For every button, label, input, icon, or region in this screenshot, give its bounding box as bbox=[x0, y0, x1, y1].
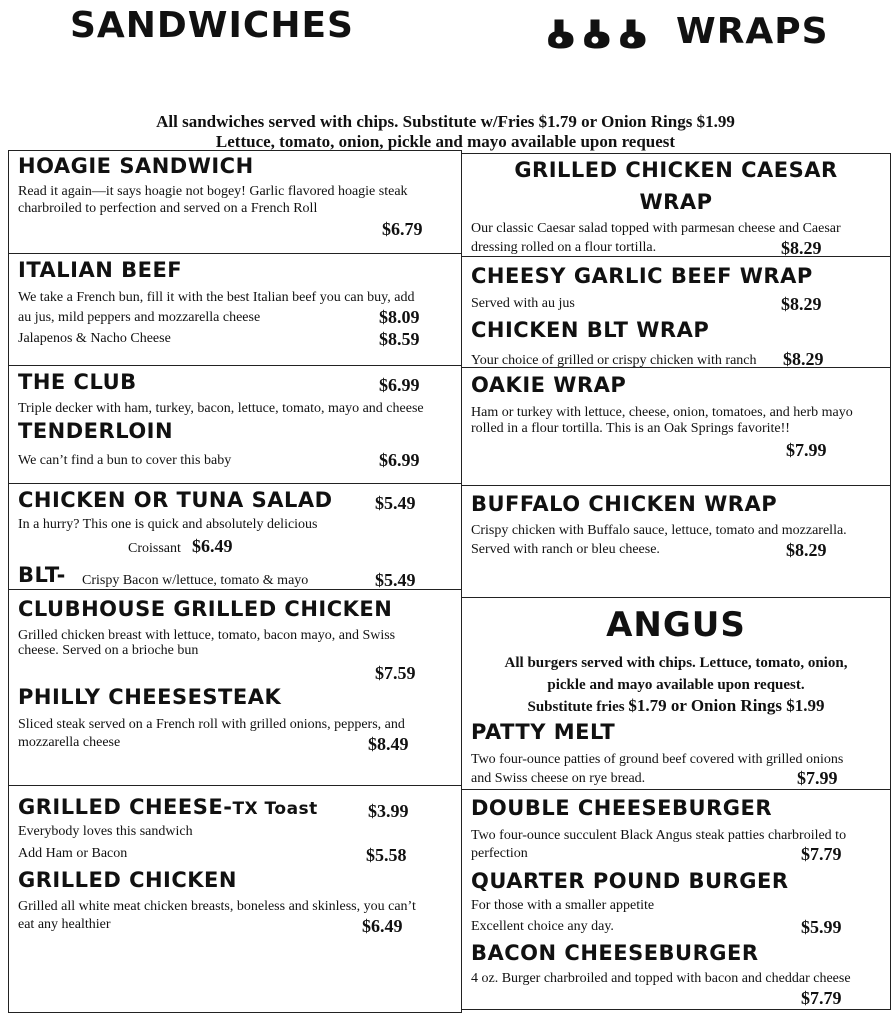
double-cheeseburger-title: DOUBLE CHEESEBURGER bbox=[471, 796, 773, 820]
clubhouse-price: $7.59 bbox=[375, 663, 416, 683]
philly-desc-2: mozzarella cheese bbox=[18, 735, 121, 750]
wrap-logo-icon bbox=[549, 20, 573, 48]
patty-melt-price: $7.99 bbox=[797, 768, 838, 788]
grilled-chicken-desc-1: Grilled all white meat chicken breasts, boneless and skinless, you can’t bbox=[18, 899, 416, 914]
cheesy-garlic-desc: Served with au jus bbox=[471, 296, 575, 311]
hoagie-price: $6.79 bbox=[382, 219, 423, 239]
grilled-cheese-suffix: TX Toast bbox=[232, 799, 318, 819]
caesar-wrap-desc-1: Our classic Caesar salad topped with parmesan cheese and Caesar bbox=[471, 221, 841, 236]
angus-note-3b: $1.79 or Onion Rings $1.99 bbox=[628, 696, 825, 715]
quarter-pound-price: $5.99 bbox=[801, 917, 842, 937]
buffalo-wrap-desc-1: Crispy chicken with Buffalo sauce, lettuce, tomato and mozzarella. bbox=[471, 523, 847, 538]
sandwich-note-2: Lettuce, tomato, onion, pickle and mayo available upon request bbox=[215, 132, 676, 151]
the-club-price: $6.99 bbox=[379, 375, 420, 395]
the-club-title: THE CLUB bbox=[18, 370, 137, 394]
clubhouse-desc-1: Grilled chicken breast with lettuce, tomato, bacon mayo, and Swiss bbox=[18, 628, 396, 643]
angus-header: ANGUS bbox=[606, 605, 746, 645]
bacon-cheeseburger-price: $7.79 bbox=[801, 988, 842, 1008]
sandwiches-header: SANDWICHES bbox=[70, 5, 354, 46]
bacon-cheeseburger-title: BACON CHEESEBURGER bbox=[471, 941, 759, 965]
patty-melt-desc-1: Two four-ounce patties of ground beef covered with grilled onions bbox=[471, 752, 844, 767]
double-cheeseburger-price: $7.79 bbox=[801, 844, 842, 864]
italian-beef-price: $8.09 bbox=[379, 307, 420, 327]
caesar-wrap-price: $8.29 bbox=[781, 238, 822, 258]
wrap-logo-icon bbox=[585, 20, 609, 48]
italian-beef-extra: Jalapenos & Nacho Cheese bbox=[18, 331, 171, 346]
clubhouse-title: CLUBHOUSE GRILLED CHICKEN bbox=[18, 597, 393, 621]
italian-beef-desc-1: We take a French bun, fill it with the best Italian beef you can buy, add bbox=[18, 290, 415, 305]
tenderloin-desc: We can’t find a bun to cover this baby bbox=[18, 453, 232, 468]
grilled-cheese-price: $3.99 bbox=[368, 801, 409, 821]
wraps-header: WRAPS bbox=[676, 11, 829, 52]
buffalo-wrap-price: $8.29 bbox=[786, 540, 827, 560]
chicken-tuna-salad-price: $5.49 bbox=[375, 493, 416, 513]
quarter-pound-title: QUARTER POUND BURGER bbox=[471, 869, 789, 893]
chicken-blt-wrap-desc: Your choice of grilled or crispy chicken with ranch bbox=[471, 353, 757, 368]
philly-desc-1: Sliced steak served on a French roll with grilled onions, peppers, and bbox=[18, 717, 405, 732]
patty-melt-title: PATTY MELT bbox=[471, 720, 616, 744]
hoagie-desc-2: charbroiled to perfection and served on a French Roll bbox=[18, 201, 318, 216]
grilled-chicken-price: $6.49 bbox=[362, 916, 403, 936]
cheesy-garlic-title: CHEESY GARLIC BEEF WRAP bbox=[471, 264, 813, 288]
grilled-cheese-extra: Add Ham or Bacon bbox=[18, 846, 128, 861]
oakie-wrap-desc-2: rolled in a flour tortilla. This is an Oak Springs favorite!! bbox=[471, 421, 790, 436]
clubhouse-desc-2: cheese. Served on a brioche bun bbox=[18, 643, 199, 658]
oakie-wrap-title: OAKIE WRAP bbox=[471, 373, 627, 397]
grilled-cheese-extra-price: $5.58 bbox=[366, 845, 407, 865]
caesar-wrap-title-1: GRILLED CHICKEN CAESAR bbox=[514, 158, 838, 182]
buffalo-wrap-title: BUFFALO CHICKEN WRAP bbox=[471, 492, 778, 516]
philly-price: $8.49 bbox=[368, 734, 409, 754]
grilled-cheese-name: GRILLED CHEESE- bbox=[18, 795, 233, 819]
caesar-wrap-desc-2: dressing rolled on a flour tortilla. bbox=[471, 240, 657, 255]
italian-beef-extra-price: $8.59 bbox=[379, 329, 420, 349]
grilled-cheese-desc: Everybody loves this sandwich bbox=[18, 824, 193, 839]
chicken-blt-wrap-price: $8.29 bbox=[783, 349, 824, 369]
angus-note-2: pickle and mayo available upon request. bbox=[547, 677, 805, 693]
chicken-blt-wrap-title: CHICKEN BLT WRAP bbox=[471, 318, 710, 342]
tenderloin-price: $6.99 bbox=[379, 450, 420, 470]
wrap-icons bbox=[545, 14, 675, 55]
angus-note-1: All burgers served with chips. Lettuce, tomato, onion, bbox=[504, 655, 848, 671]
hoagie-title: HOAGIE SANDWICH bbox=[18, 154, 254, 178]
oakie-wrap-price: $7.99 bbox=[786, 440, 827, 460]
caesar-wrap-title-2: WRAP bbox=[639, 190, 713, 214]
quarter-pound-desc-1: For those with a smaller appetite bbox=[471, 898, 655, 913]
wrap-logo-icon bbox=[621, 20, 645, 48]
grilled-chicken-title: GRILLED CHICKEN bbox=[18, 868, 237, 892]
chicken-tuna-salad-title: CHICKEN OR TUNA SALAD bbox=[18, 488, 333, 512]
blt-desc: Crispy Bacon w/lettuce, tomato & mayo bbox=[82, 573, 309, 588]
philly-title: PHILLY CHEESESTEAK bbox=[18, 685, 282, 709]
cheesy-garlic-price: $8.29 bbox=[781, 294, 822, 314]
blt-title: BLT- bbox=[18, 563, 66, 587]
hoagie-desc-1: Read it again—it says hoagie not bogey! Garlic flavored hoagie steak bbox=[18, 184, 408, 199]
grilled-chicken-desc-2: eat any healthier bbox=[18, 917, 111, 932]
double-cheeseburger-desc-1: Two four-ounce succulent Black Angus steak patties charbroiled to bbox=[471, 828, 847, 843]
double-cheeseburger-desc-2: perfection bbox=[471, 846, 528, 861]
bacon-cheeseburger-desc: 4 oz. Burger charbroiled and topped with bacon and cheddar cheese bbox=[471, 971, 851, 986]
blt-price: $5.49 bbox=[375, 570, 416, 590]
buffalo-wrap-desc-2: Served with ranch or bleu cheese. bbox=[471, 542, 660, 557]
quarter-pound-desc-2: Excellent choice any day. bbox=[471, 919, 614, 934]
angus-note-3a: Substitute fries bbox=[527, 699, 625, 715]
chicken-tuna-salad-desc: In a hurry? This one is quick and absolutely delicious bbox=[18, 517, 318, 532]
italian-beef-desc-2: au jus, mild peppers and mozzarella cheese bbox=[18, 310, 261, 325]
the-club-desc: Triple decker with ham, turkey, bacon, lettuce, tomato, mayo and cheese bbox=[18, 401, 424, 416]
sandwich-note-1: All sandwiches served with chips. Substitute w/Fries $1.79 or Onion Rings $1.99 bbox=[156, 112, 735, 131]
oakie-wrap-desc-1: Ham or turkey with lettuce, cheese, onion, tomatoes, and herb mayo bbox=[471, 405, 853, 420]
italian-beef-title: ITALIAN BEEF bbox=[18, 258, 183, 282]
croissant-price: $6.49 bbox=[192, 536, 233, 556]
angus-note-3 bbox=[461, 695, 891, 718]
patty-melt-desc-2: and Swiss cheese on rye bread. bbox=[471, 771, 646, 786]
tenderloin-title: TENDERLOIN bbox=[18, 419, 174, 443]
grilled-cheese-title bbox=[18, 795, 318, 821]
croissant-label: Croissant bbox=[128, 541, 181, 556]
